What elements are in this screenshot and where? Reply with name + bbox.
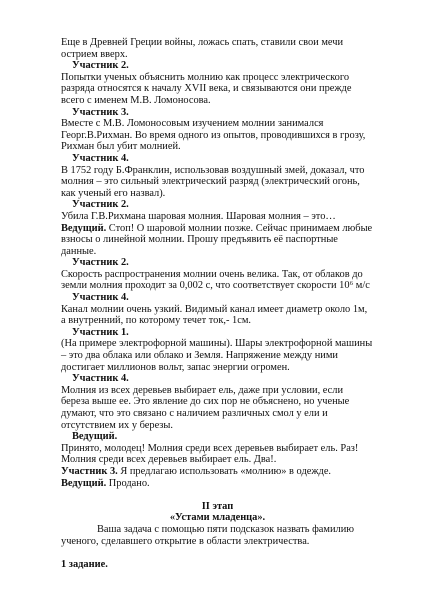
dialogue-text: Продано. xyxy=(106,477,150,489)
paragraph: Канал молнии очень узкий. Видимый канал имеет диаметр около 1м, а внутренний, по которому течет ток,- 1см. xyxy=(61,303,368,327)
stage-title: II этап xyxy=(201,500,234,512)
task-description: Ваша задача с помощью пяти подсказок назвать фамилию ученого, сделавшего открытие в области электричества. xyxy=(61,523,355,547)
speaker-name: Участник 3. xyxy=(61,465,118,477)
dialogue-section xyxy=(61,37,374,489)
stage-subtitle: «Устами младенца». xyxy=(169,512,266,524)
dialogue-line xyxy=(61,478,374,490)
paragraph: Еще в Древней Греции войны, ложась спать, ставили свои мечи острием вверх. xyxy=(61,37,344,60)
paragraph: (На примере электрофорной машины). Шары электрофорной машины – это два облака или облако и Земля. Напряжение между ними достигает миллионов вольт, запас энергии огромен. xyxy=(61,338,373,373)
speaker-heading: Участник 2. xyxy=(72,199,129,211)
dialogue-text: Стоп! О шаровой молнии позже. Сейчас принимаем любые взносы о линейной молнии. Прошу предъявить её паспортные данные. xyxy=(61,222,373,257)
paragraph: Принято, молодец! Молния среди всех деревьев выбирает ель. Раз! Молния среди всех деревьев выбирает ель. Два!. xyxy=(61,442,359,466)
speaker-heading: Участник 4. xyxy=(72,373,129,385)
speaker-heading: Участник 3. xyxy=(72,106,129,118)
dialogue-text: Я предлагаю использовать «молнию» в одежде. xyxy=(117,465,332,477)
paragraph: В 1752 году Б.Франклин, использовав воздушный змей, доказал, что молния – это сильный электрический разряд (электрический огонь, как ученый его назвал). xyxy=(61,164,365,199)
speaker-heading: Участник 2. xyxy=(72,257,129,269)
paragraph: Убила Г.В.Рихмана шаровая молния. Шаровая молния – это… xyxy=(61,210,336,222)
speaker-heading: Участник 4. xyxy=(72,292,129,304)
spacer xyxy=(61,547,374,559)
speaker-heading: Участник 1. xyxy=(72,326,129,338)
spacer xyxy=(61,489,374,501)
paragraph: Вместе с М.В. Ломоносовым изучением молнии занимался Георг.В.Рихман. Во время одного из опытов, проводившихся в грозу, Рихман был убит молнией. xyxy=(61,118,366,153)
dialogue-line xyxy=(61,466,374,478)
speaker-name: Ведущий. xyxy=(61,222,107,234)
speaker-name: Ведущий. xyxy=(61,477,107,489)
paragraph: Скорость распространения молнии очень велика. Так, от облаков до земли молния проходит за 0,002 с, что соответствует скорости 10⁶ м/с xyxy=(61,268,370,292)
task-label: 1 задание. xyxy=(61,558,108,570)
dialogue-line xyxy=(61,223,374,258)
speaker-heading: Участник 2. xyxy=(72,60,129,72)
speaker-heading: Ведущий. xyxy=(72,431,118,443)
speaker-heading: Участник 4. xyxy=(72,152,129,164)
paragraph: Попытки ученых объяснить молнию как процесс электрического разряда относятся к началу XVII века, и связываются они прежде всего с именем М.В. Ломоносова. xyxy=(61,71,352,106)
paragraph: Молния из всех деревьев выбирает ель, даже при условии, если береза выше ее. Это явление до сих пор не объяснено, но ученые думают, что это связано с наличием различных смол у ели и отсутствием их у березы. xyxy=(61,384,350,431)
